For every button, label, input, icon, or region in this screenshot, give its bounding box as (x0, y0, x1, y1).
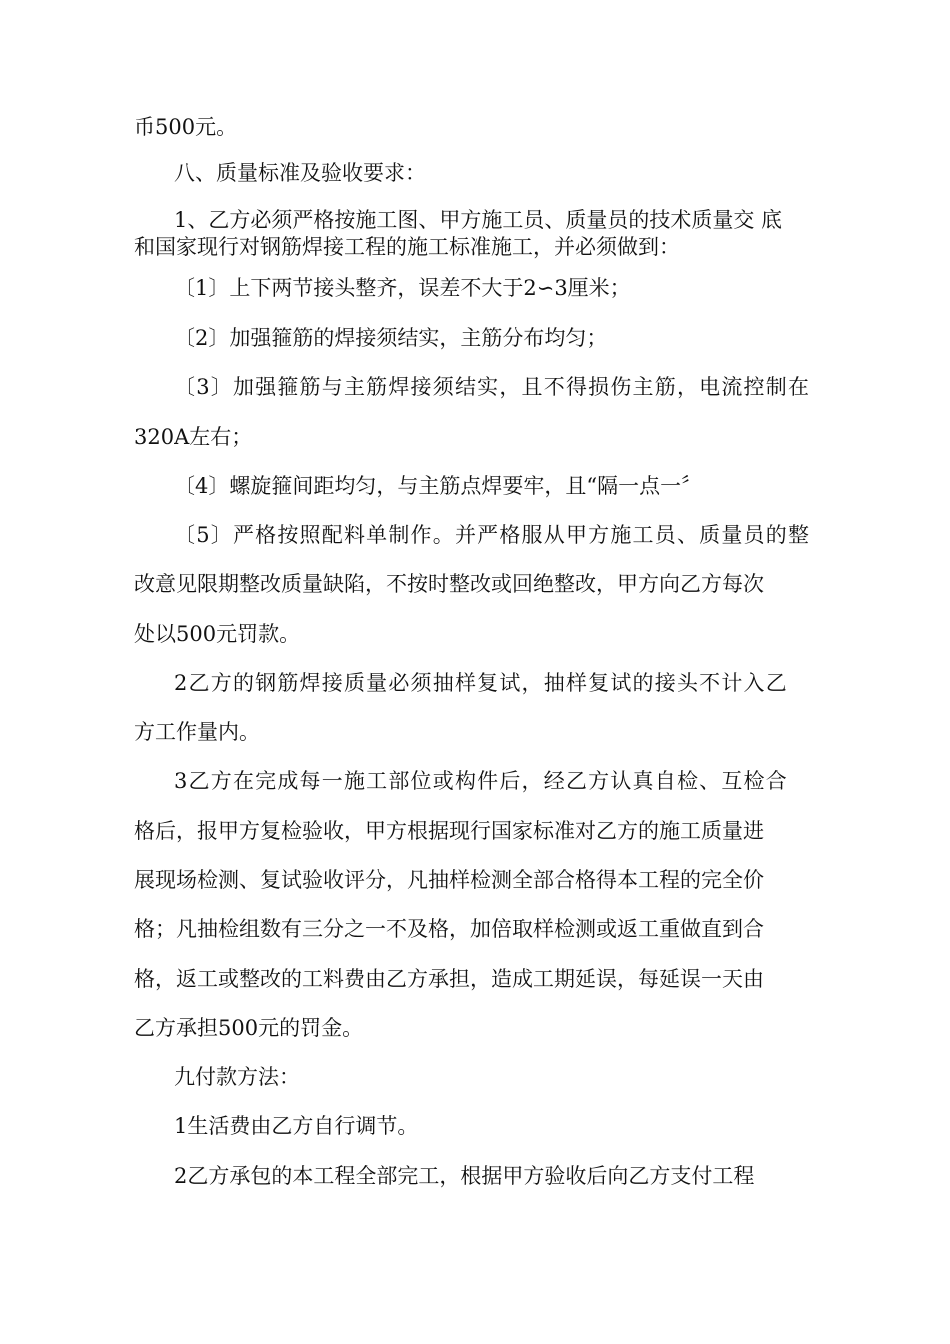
text-line: 〔2〕加强箍筋的焊接须结实，主筋分布均匀； (174, 326, 608, 350)
text-line: 〔3〕加强箍筋与主筋焊接须结实，且不得损伤主筋，电流控制在 (174, 375, 811, 399)
text-line: 2乙方承包的本工程全部完工，根据甲方验收后向乙方支付工程 (174, 1164, 755, 1188)
text-line: 〔1〕上下两节接头整齐，误差不大于2∽3厘米； (174, 276, 631, 300)
text-line: 展现场检测、复试验收评分，凡抽样检测全部合格得本工程的完全价 (134, 868, 764, 892)
text-line: 乙方承担500元的罚金。 (134, 1016, 364, 1040)
text-line: 改意见限期整改质量缺陷，不按时整改或回绝整改，甲方向乙方每次 (134, 572, 764, 596)
text-line: 格后，报甲方复检验收，甲方根据现行国家标准对乙方的施工质量进 (134, 819, 764, 843)
text-line: 〔5〕严格按照配料单制作。并严格服从甲方施工员、质量员的整 (174, 523, 811, 547)
section-heading: 九付款方法： (174, 1065, 300, 1089)
text-line: 〔4〕螺旋箍间距均匀，与主筋点焊要牢，且“隔一点一〞 (174, 474, 703, 498)
text-line: 格，返工或整改的工料费由乙方承担，造成工期延误，每延误一天由 (134, 967, 764, 991)
text-line: 2乙方的钢筋焊接质量必须抽样复试，抽样复试的接头不计入乙 (174, 671, 788, 695)
text-line: 格；凡抽检组数有三分之一不及格，加倍取样检测或返工重做直到合 (134, 917, 764, 941)
section-heading: 八、质量标准及验收要求： (174, 161, 426, 185)
text-line: 和国家现行对钢筋焊接工程的施工标准施工，并必须做到： (134, 235, 680, 259)
text-line: 币500元。 (134, 115, 238, 139)
text-line: 320A左右； (134, 425, 253, 449)
text-line: 1生活费由乙方自行调节。 (174, 1114, 419, 1138)
text-line: 方工作量内。 (134, 720, 260, 744)
text-line: 3乙方在完成每一施工部位或构件后，经乙方认真自检、互检合 (174, 769, 788, 793)
text-line: 处以500元罚款。 (134, 622, 301, 646)
text-line: 1、乙方必须严格按施工图、甲方施工员、质量员的技术质量交 底 (174, 208, 783, 232)
